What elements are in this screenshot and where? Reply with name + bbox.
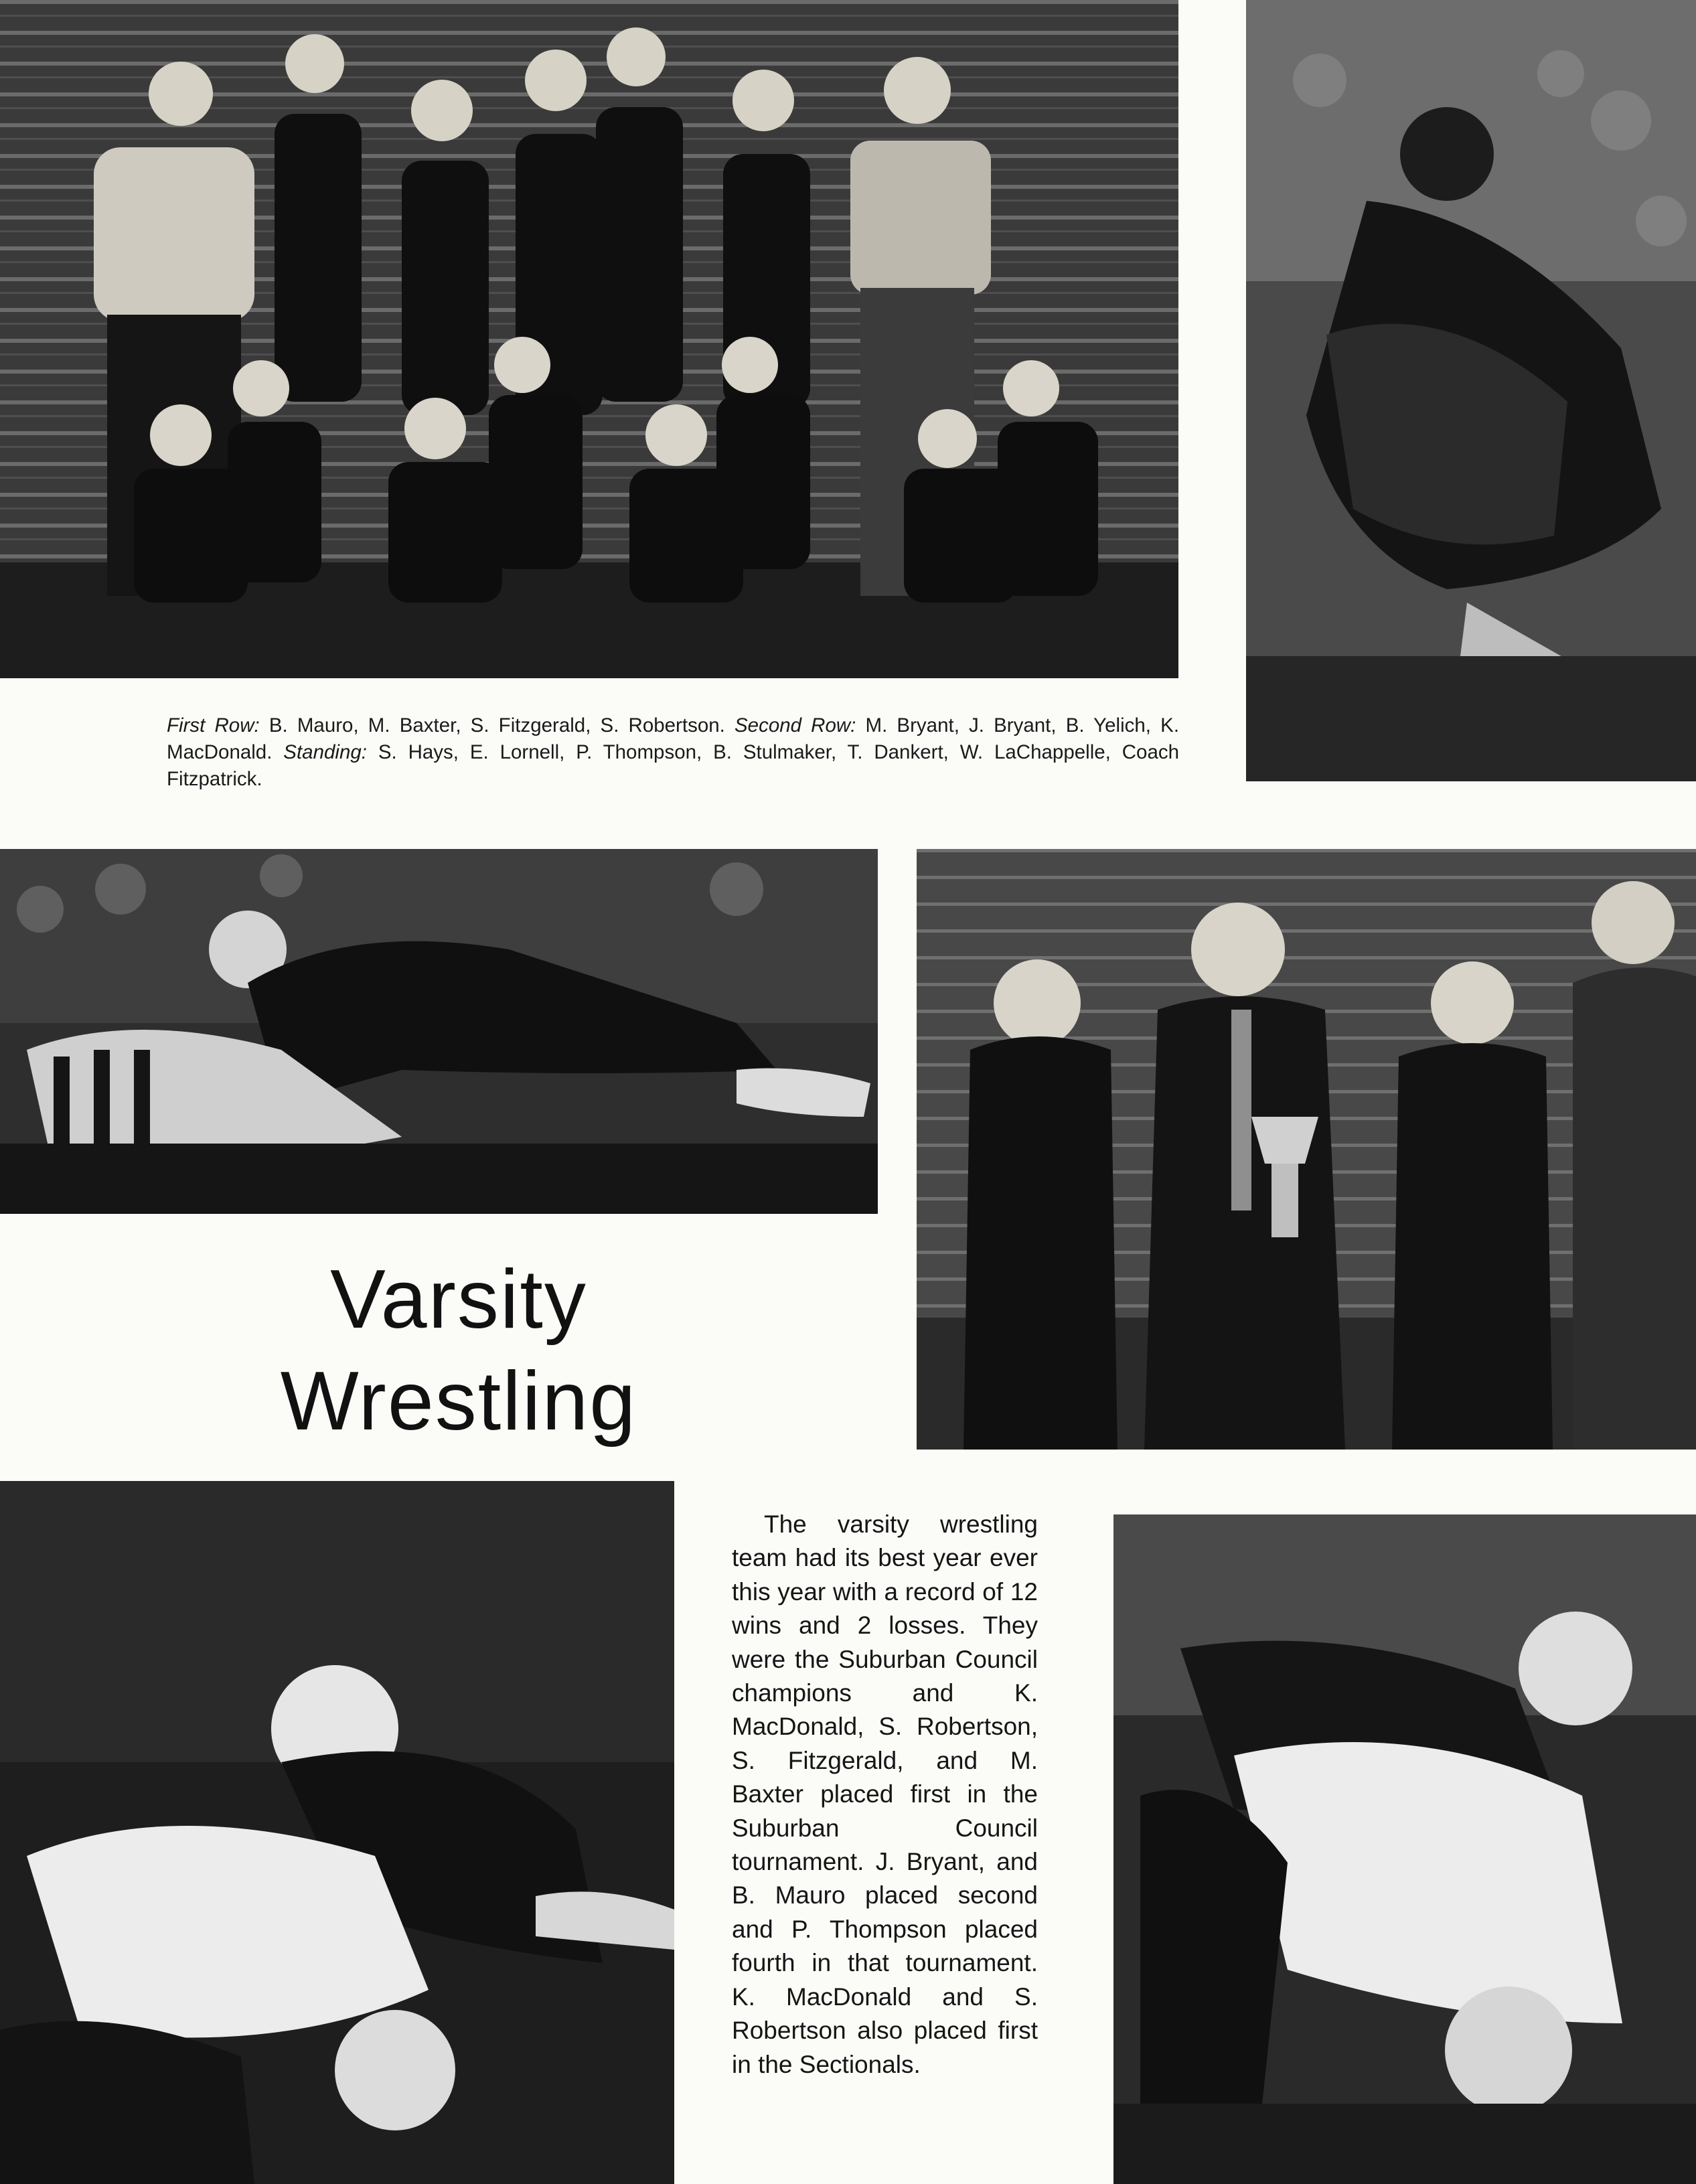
title-line-1: Varsity (330, 1253, 587, 1346)
second-row-names: M. Bryant, J. Bryant, B. Yelich, K. MacDonald. (167, 714, 1180, 763)
article-paragraph: The varsity wrestling team had its best year ever this year with a record of 12 wins and 2 losses. They were the Suburban Council champions and K. MacDonald, S. Robertson, S. Fitzgerald, and M. Baxter placed first in the Suburban Council tournament. J. Bryant, and B. Mauro placed second and P. Thompson placed fourth in that tournament. K. MacDonald and S. Robertson also placed first in the Sectionals. (732, 1510, 1038, 2078)
pin-wrestling-photo-left (0, 1481, 674, 2184)
page-title (201, 1249, 716, 1452)
pin-wrestling-photo-right (1113, 1514, 1696, 2184)
first-row-names: B. Mauro, M. Baxter, S. Fitzgerald, S. Robertson. (259, 714, 735, 736)
wrestling-photo-icon (0, 849, 878, 1214)
article-body (732, 1508, 1038, 2082)
trophy-photo-icon (917, 849, 1696, 1450)
standing-label: Standing: (283, 741, 367, 763)
title-line-2: Wrestling (280, 1355, 637, 1448)
trophy-presentation-photo (917, 849, 1696, 1450)
first-row-label: First Row: (167, 714, 260, 736)
wrestling-photo-icon (0, 1481, 674, 2184)
wrestling-photo-icon (1113, 1514, 1696, 2184)
wrestling-action-photo (1246, 0, 1696, 781)
wrestling-photo-icon (1246, 0, 1696, 781)
standing-names: S. Hays, E. Lornell, P. Thompson, B. Stulmaker, T. Dankert, W. LaChappelle, Coach Fitzpatrick. (167, 741, 1180, 790)
second-row-label: Second Row: (734, 714, 856, 736)
mat-wrestling-photo (0, 849, 878, 1214)
team-photo-icon (0, 0, 1178, 678)
team-photo-caption (167, 712, 1179, 793)
team-photo (0, 0, 1178, 678)
